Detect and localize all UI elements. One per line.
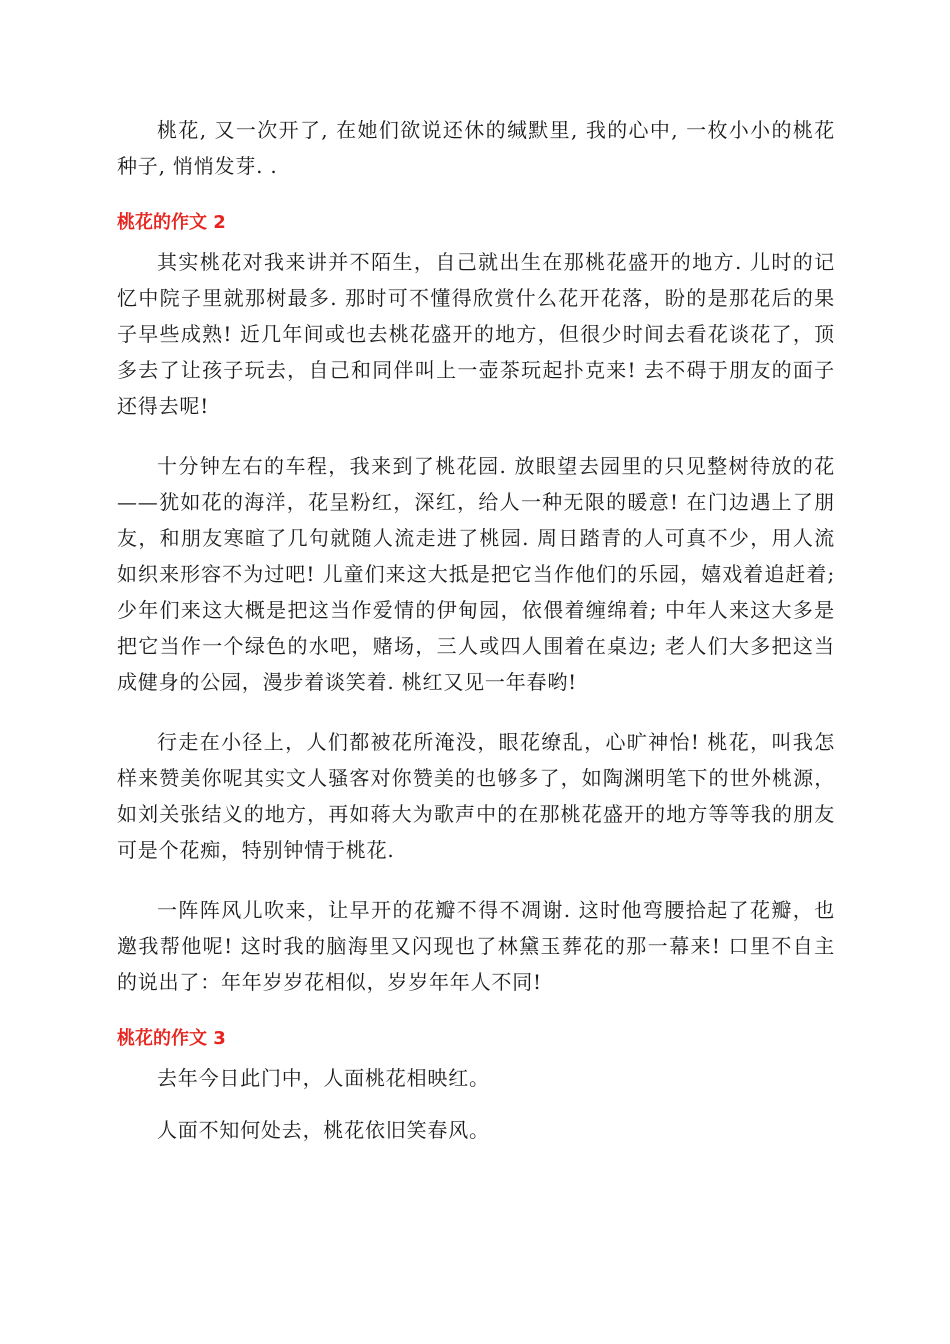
paragraph-childhood-memory: 其实桃花对我来讲并不陌生，自己就出生在那桃花盛开的地方. 儿时的记忆中院子里就那树最多. 那时可不懂得欣赏什么花开花落，盼的是那花后的果子早些成熟! 近几年间或也去桃花盛开的地方，但很少时间去看花谈花了，顶多去了让孩子玩去，自己和同伴叫上一壶茶玩起扑克来! 去不碍于朋友的面子还得去呢!: [117, 250, 835, 418]
paragraph-walking-path: 行走在小径上，人们都被花所淹没，眼花缭乱，心旷神怡! 桃花，叫我怎样来赞美你呢其实文人骚客对你赞美的也够多了，如陶渊明笔下的世外桃源，如刘关张结义的地方，再如蒋大为歌声中的在那桃花盛开的地方等等我的朋友可是个花痴，特别钟情于桃花.: [117, 730, 835, 862]
paragraph-falling-petals: 一阵阵风儿吹来，让早开的花瓣不得不凋谢. 这时他弯腰拾起了花瓣，也邀我帮他呢! 这时我的脑海里又闪现也了林黛玉葬花的那一幕来! 口里不自主的说出了：年年岁岁花相似，岁岁年年人不同!: [117, 898, 835, 994]
paragraph-peach-garden: 十分钟左右的车程，我来到了桃花园. 放眼望去园里的只见整树待放的花——犹如花的海洋，花呈粉红，深红，给人一种无限的暖意! 在门边遇上了朋友，和朋友寒暄了几句就随人流走进了桃园. 周日踏青的人可真不少，用人流如织来形容不为过吧! 儿童们来这大抵是把它当作他们的乐园，嬉戏着追赶着; 少年们来这大概是把这当作爱情的伊甸园，依偎着缠绵着; 中年人来这大多是把它当作一个绿色的水吧，赌场，三人或四人围着在桌边; 老人们大多把这当成健身的公园，漫步着谈笑着. 桃红又见一年春哟!: [117, 454, 835, 694]
poem-line-2: 人面不知何处去，桃花依旧笑春风。: [157, 1118, 490, 1142]
document-body: [117, 112, 835, 1164]
poem-line-1: 去年今日此门中，人面桃花相映红。: [157, 1066, 490, 1090]
paragraph-intro-ending: 桃花, 又一次开了, 在她们欲说还休的缄默里, 我的心中, 一枚小小的桃花种子, 悄悄发芽. .: [117, 118, 835, 178]
section-heading-3: 桃花的作文 3: [117, 1028, 226, 1049]
section-heading-2: 桃花的作文 2: [117, 212, 226, 233]
